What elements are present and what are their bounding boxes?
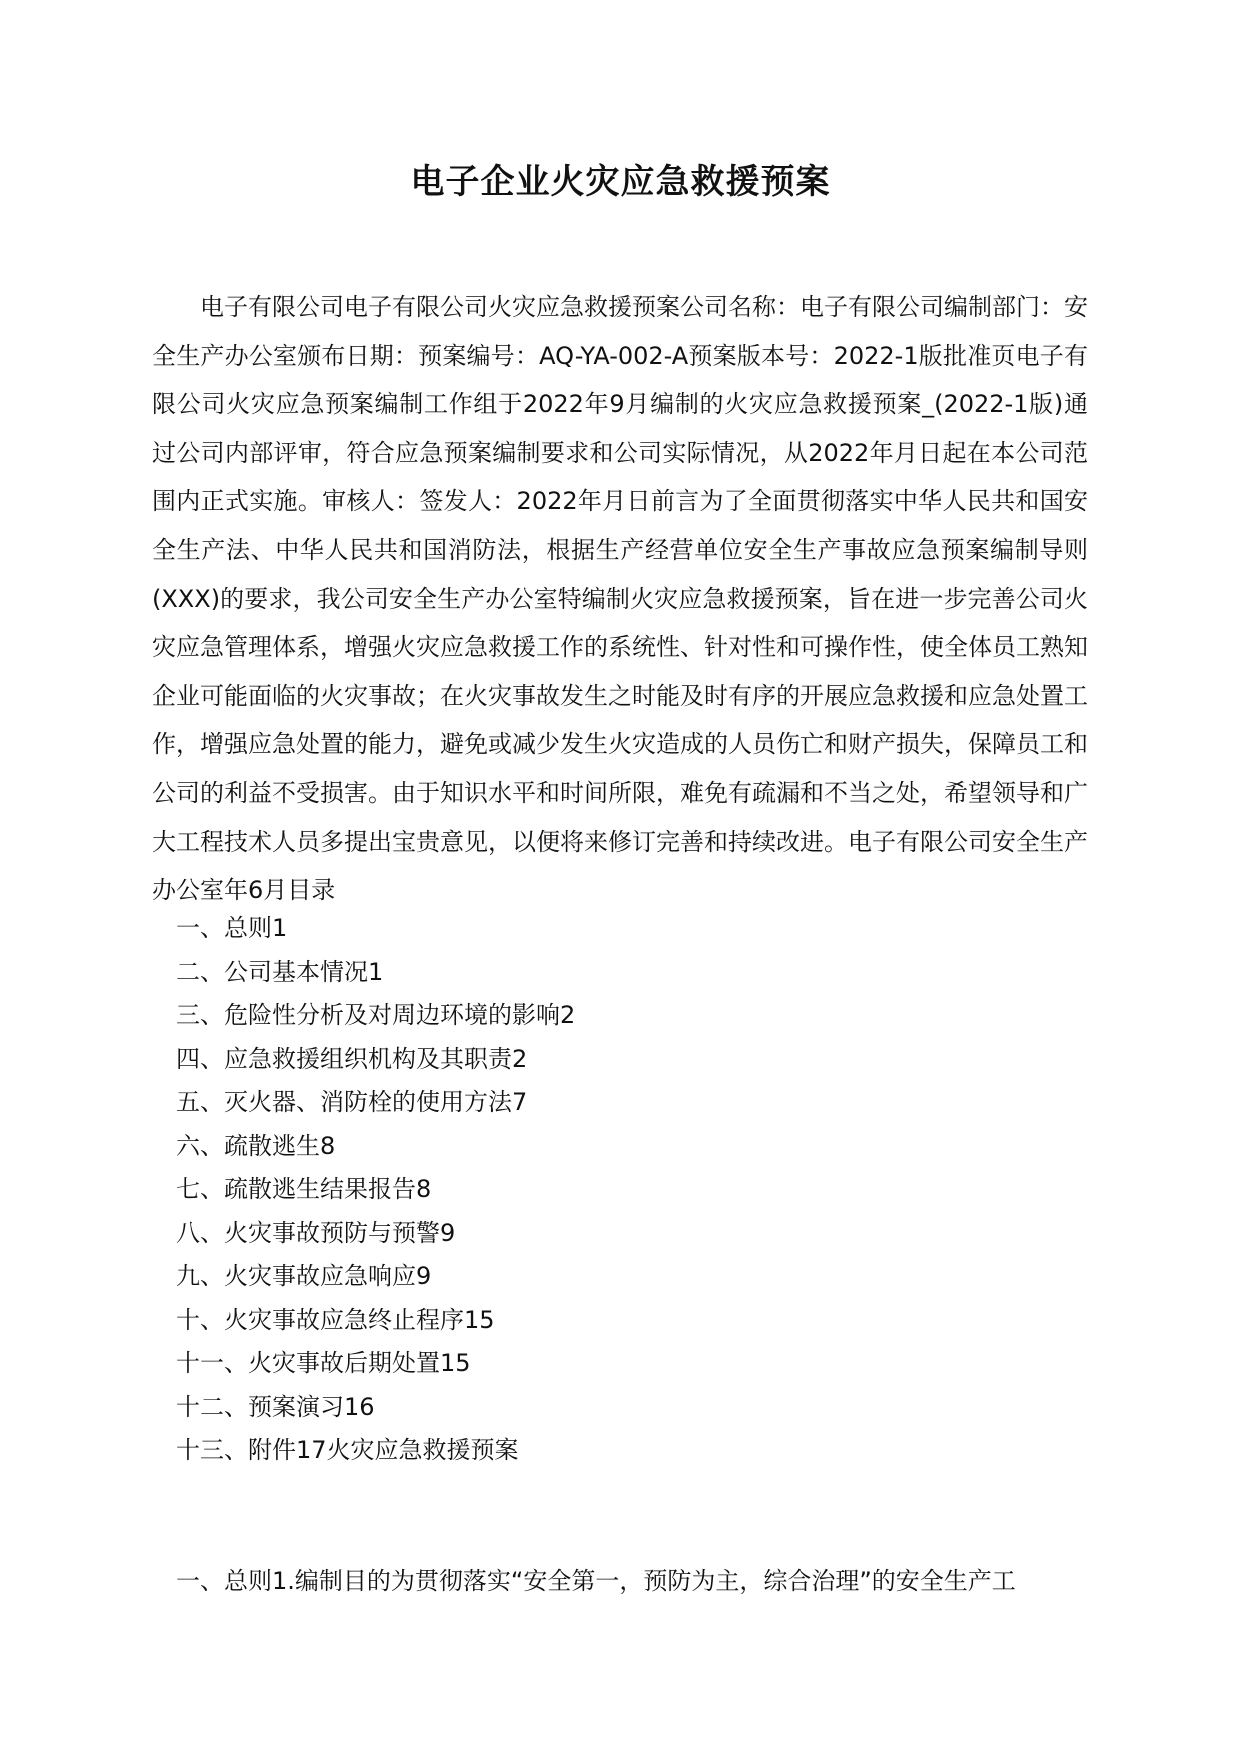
intro-paragraph: 电子有限公司电子有限公司火灾应急救援预案公司名称：电子有限公司编制部门：安全生产办公室颁布日期：预案编号：AQ-YA-002-A预案版本号：2022-1版批准页电子有限公司火灾应急预案编制工作组于2022年9月编制的火灾应急救援预案_(2022-1版)通过公司内部评审，符合应急预案编制要求和公司实际情况，从2022年月日起在本公司范围内正式实施。审核人：签发人：2022年月日前言为了全面贯彻落实中华人民共和国安全生产法、中华人民共和国消防法，根据生产经营单位安全生产事故应急预案编制导则(XXX)的要求，我公司安全生产办公室特编制火灾应急救援预案，旨在进一步完善公司火灾应急管理体系，增强火灾应急救援工作的系统性、针对性和可操作性，使全体员工熟知企业可能面临的火灾事故；在火灾事故发生之时能及时有序的开展应急救援和应急处置工作，增强应急处置的能力，避免或减少发生火灾造成的人员伤亡和财产损失，保障员工和公司的利益不受损害。由于知识水平和时间所限，难免有疏漏和不当之处，希望领导和广大工程技术人员多提出宝贵意见，以便将来修订完善和持续改进。电子有限公司安全生产办公室年6月目录: [152, 293, 1088, 905]
section-one-start: 一、总则1.编制目的为贯彻落实“安全第一，预防为主，综合治理”的安全生产工: [176, 1567, 1016, 1595]
toc-item: 二、公司基本情况1: [176, 957, 384, 986]
toc-item: 七、疏散逃生结果报告8: [176, 1175, 432, 1203]
toc-item: 九、火灾事故应急响应9: [176, 1262, 432, 1290]
toc-item: 六、疏散逃生8: [176, 1131, 336, 1160]
toc-item: 三、危险性分析及对周边环境的影响2: [176, 1001, 576, 1029]
toc-item: 四、应急救援组织机构及其职责2: [176, 1044, 528, 1073]
toc-item: 五、灭火器、消防栓的使用方法7: [176, 1088, 528, 1116]
toc-item: 八、火灾事故预防与预警9: [176, 1218, 456, 1247]
toc-item: 一、总则1: [176, 914, 288, 942]
toc-item: 十、火灾事故应急终止程序15: [176, 1305, 495, 1334]
toc-item: 十一、火灾事故后期处置15: [176, 1349, 471, 1377]
toc-item: 十三、附件17火灾应急救援预案: [176, 1436, 519, 1464]
toc-item: 十二、预案演习16: [176, 1392, 375, 1421]
document-title: 电子企业火灾应急救援预案: [410, 162, 831, 202]
